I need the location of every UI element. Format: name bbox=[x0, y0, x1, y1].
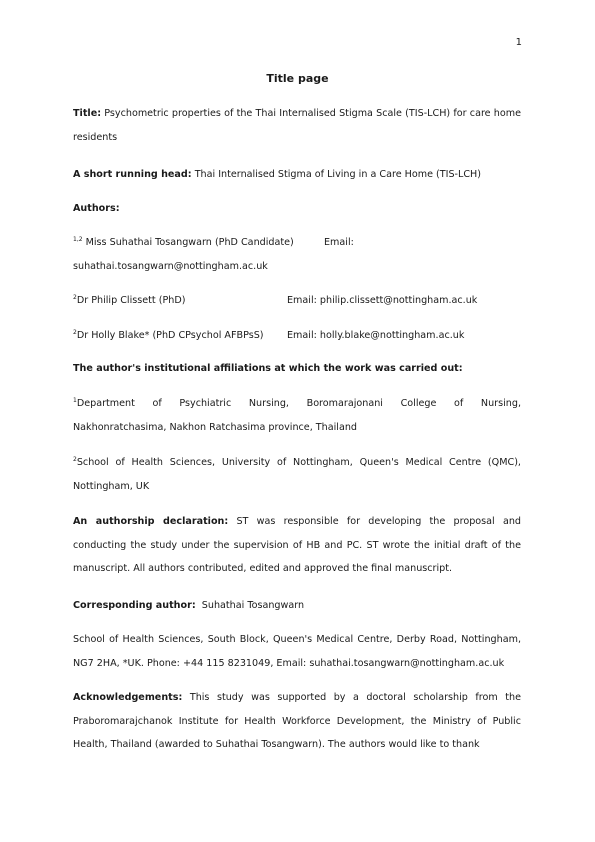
author-3-sup: 2 bbox=[73, 329, 77, 336]
title-paragraph bbox=[73, 102, 521, 149]
corresponding-label: Corresponding author: bbox=[73, 600, 196, 611]
authorship-label: An authorship declaration: bbox=[73, 516, 229, 527]
corresponding-name: Suhathai Tosangwarn bbox=[201, 600, 305, 611]
title-text: Psychometric properties of the Thai Internalised Stigma Scale (TIS-LCH) for care home residents bbox=[73, 108, 521, 143]
title-label: Title: bbox=[73, 108, 102, 119]
affiliation-2-line2: Nottingham, UK bbox=[73, 480, 150, 492]
author-1-email-label: Email: bbox=[324, 237, 354, 248]
author-1-sup: 1,2 bbox=[73, 236, 83, 243]
author-1 bbox=[73, 231, 521, 255]
affiliation-2 bbox=[73, 451, 521, 498]
author-2-email-label: Email: bbox=[287, 295, 317, 306]
running-head-text: Thai Internalised Stigma of Living in a Care Home (TIS-LCH) bbox=[194, 169, 482, 180]
acknowledgements-paragraph bbox=[73, 686, 521, 757]
corresponding-address: School of Health Sciences, South Block, Queen's Medical Centre, Derby Road, Nottingham, NG7 2HA, *UK. Phone: +44 115 8231049, Email: suhathai.tosangwarn@nottingham.ac.uk bbox=[73, 634, 521, 669]
author-3-name: Dr Holly Blake* (PhD CPsychol AFBPsS) bbox=[76, 330, 264, 341]
corresponding-author bbox=[73, 594, 521, 618]
author-3 bbox=[73, 324, 521, 348]
authors-label: Authors: bbox=[73, 203, 120, 214]
running-head-paragraph bbox=[73, 163, 521, 187]
page-heading: Title page bbox=[266, 72, 329, 85]
author-1-email: suhathai.tosangwarn@nottingham.ac.uk bbox=[73, 261, 268, 272]
affiliations-label: The author's institutional affiliations at which the work was carried out: bbox=[73, 363, 463, 374]
acknowledgements-label: Acknowledgements: bbox=[73, 692, 183, 703]
author-2 bbox=[73, 289, 521, 313]
affiliation-1-sup: 1 bbox=[73, 397, 77, 404]
running-head-label: A short running head: bbox=[73, 169, 192, 180]
author-1-name: Miss Suhathai Tosangwarn (PhD Candidate) bbox=[85, 237, 294, 248]
author-2-sup: 2 bbox=[73, 294, 77, 301]
author-2-name: Dr Philip Clissett (PhD) bbox=[76, 295, 186, 306]
acknowledgements-text: This study was supported by a doctoral scholarship from the Praboromarajchanok Institute for Health Workforce Development, the Ministry of Public Health, Thailand (awarded to Suhathai Tosangwarn). The authors would like to thank bbox=[73, 692, 521, 750]
authorship-paragraph bbox=[73, 510, 521, 581]
author-2-email: philip.clissett@nottingham.ac.uk bbox=[319, 295, 478, 306]
affiliation-1-line1: Department of Psychiatric Nursing, Boromarajonani College of Nursing, bbox=[76, 398, 521, 409]
affiliation-1-line2: Nakhonratchasima, Nakhon Ratchasima province, Thailand bbox=[73, 421, 357, 433]
affiliation-2-sup: 2 bbox=[73, 456, 77, 463]
page-number: 1 bbox=[515, 37, 522, 48]
affiliation-1 bbox=[73, 392, 521, 439]
authorship-text: ST was responsible for developing the proposal and conducting the study under the supervision of HB and PC. ST wrote the initial draft of the manuscript. All authors contributed, edited and approved the final manuscript. bbox=[73, 516, 521, 574]
affiliation-2-line1: School of Health Sciences, University of Nottingham, Queen's Medical Centre (QMC), bbox=[76, 457, 521, 468]
author-3-email-label: Email: bbox=[287, 330, 317, 341]
author-3-email: holly.blake@nottingham.ac.uk bbox=[319, 330, 465, 341]
